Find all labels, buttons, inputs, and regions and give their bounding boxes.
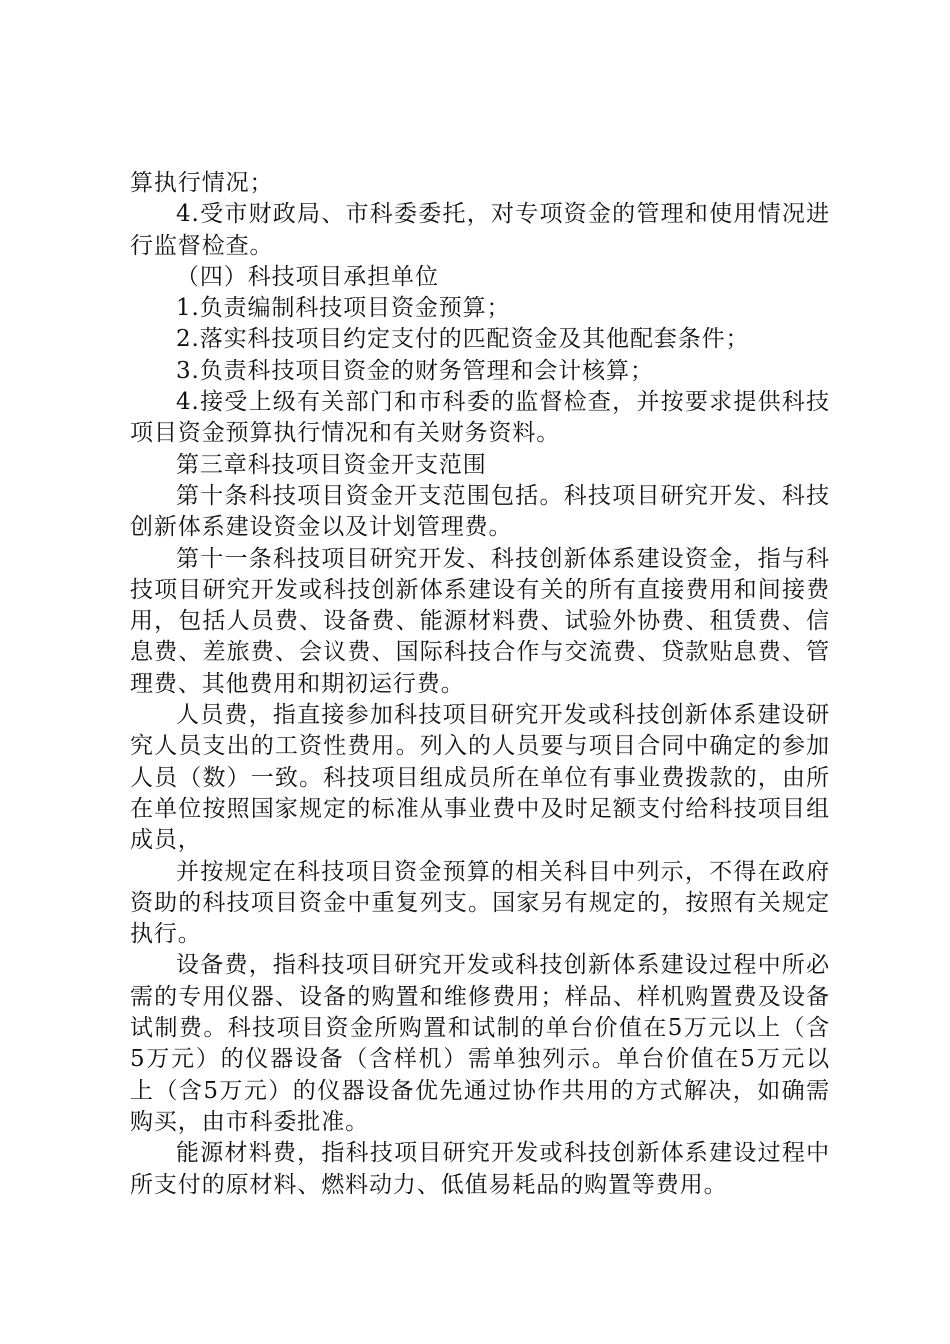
- document-body: [130, 168, 830, 1201]
- section-heading-project-undertaker: （四）科技项目承担单位: [176, 263, 439, 290]
- paragraph-energy-material-cost: 能源材料费，指科技项目研究开发或科技创新体系建设过程中所支付的原材料、燃料动力、低值易耗品的购置等费用。: [130, 1140, 830, 1198]
- paragraph-item-4-supervision: 4.受市财政局、市科委委托，对专项资金的管理和使用情况进行监督检查。: [130, 201, 830, 259]
- paragraph-article-10: 第十条科技项目资金开支范围包括。科技项目研究开发、科技创新体系建设资金以及计划管理费。: [130, 482, 830, 541]
- paragraph-item-3: 3.负责科技项目资金的财务管理和会计核算；: [176, 357, 654, 384]
- paragraph-personnel-cost: 人员费，指直接参加科技项目研究开发或科技创新体系建设研究人员支出的工资性费用。列入的人员要与项目合同中确定的参加人员（数）一致。科技项目组成员所在单位有事业费拨款的，由所在单位按照国家规定的标准从事业费中及时足额支付给科技项目组成员，: [130, 702, 830, 854]
- paragraph-equipment-cost: 设备费，指科技项目研究开发或科技创新体系建设过程中所必需的专用仪器、设备的购置和维修费用；样品、样机购置费及设备试制费。科技项目资金所购置和试制的单台价值在5万元以上（含5万元）的仪器设备（含样机）需单独列示。单台价值在5万元以上（含5万元）的仪器设备优先通过协作共用的方式解决，如确需购买，由市科委批准。: [130, 952, 830, 1135]
- chapter-heading-3: 第三章科技项目资金开支范围: [176, 451, 487, 478]
- paragraph-article-11: 第十一条科技项目研究开发、科技创新体系建设资金，指与科技项目研究开发或科技创新体系建设有关的所有直接费用和间接费用，包括人员费、设备费、能源材料费、试验外协费、租赁费、信息费、差旅费、会议费、国际科技合作与交流费、贷款贴息费、管理费、其他费用和期初运行费。: [130, 545, 830, 697]
- paragraph-item-2: 2.落实科技项目约定支付的匹配资金及其他配套条件；: [176, 326, 750, 353]
- paragraph-budget-execution: 算执行情况；: [130, 170, 274, 196]
- paragraph-item-1: 1.负责编制科技项目资金预算；: [176, 295, 511, 322]
- paragraph-item-4: 4.接受上级有关部门和市科委的监督检查，并按要求提供科技项目资金预算执行情况和有关财务资料。: [130, 389, 830, 447]
- paragraph-personnel-cost-continued: 并按规定在科技项目资金预算的相关科目中列示，不得在政府资助的科技项目资金中重复列支。国家另有规定的，按照有关规定执行。: [130, 858, 830, 948]
